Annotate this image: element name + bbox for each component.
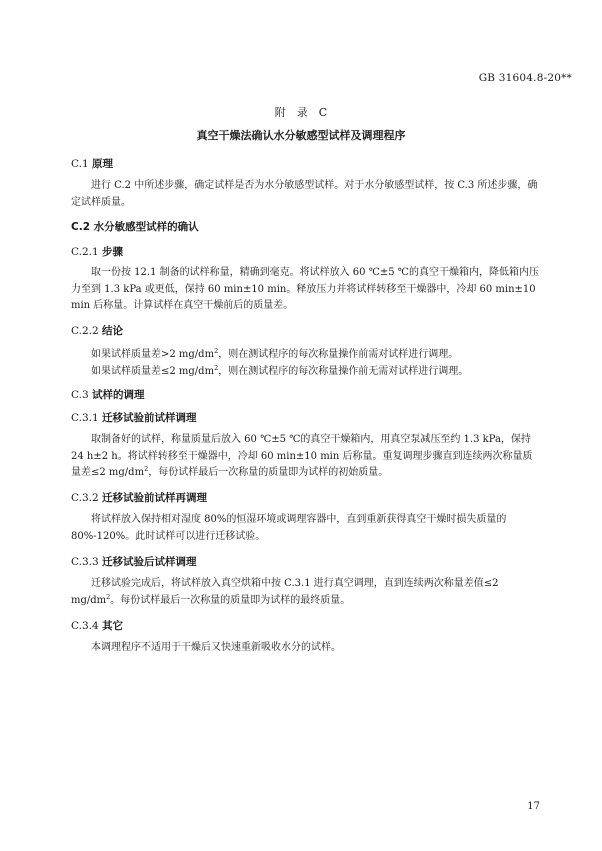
section-title: 结论 (102, 325, 124, 337)
paragraph-text: 迁移试验完成后，将试样放入真空烘箱中按 C.3.1 进行真空调理，直到连续两次称量差值≤2 mg/dm (71, 578, 499, 606)
section-heading-c3 (71, 387, 145, 402)
section-heading-c32 (71, 490, 207, 505)
paragraph-c33 (71, 576, 541, 609)
section-title: 原理 (92, 158, 114, 170)
superscript: 2 (144, 465, 149, 473)
section-heading-c2 (71, 219, 199, 234)
section-number: C.2.2 (71, 325, 99, 337)
section-heading-c34 (71, 618, 123, 633)
section-number: C.1 (71, 158, 89, 170)
section-number: C.3.3 (71, 556, 99, 568)
paragraph-c32 (71, 512, 541, 545)
section-heading-c1 (71, 156, 113, 171)
paragraph-c31 (71, 432, 541, 482)
section-number: C.3.1 (71, 412, 99, 424)
paragraph-text: 将试样放入保持相对湿度 80%的恒湿环境或调理容器中，直到重新获得真空干燥时损失质量的 80%-120%。此时试样可以进行迁移试验。 (71, 514, 507, 542)
section-number: C.3.2 (71, 492, 99, 504)
section-heading-c33 (71, 554, 197, 569)
paragraph-c21 (71, 265, 541, 315)
section-heading-c21 (71, 244, 123, 259)
section-number: C.2.1 (71, 246, 99, 258)
page-number: 17 (527, 801, 540, 812)
section-title: 步骤 (102, 246, 124, 258)
paragraph-text: 取一份按 12.1 制备的试样称量，精确到毫克。将试样放入 60 ℃±5 ℃的真空干燥箱内，降低箱内压力至到 1.3 kPa 或更低，保持 60 min±10 min。释放压力并将试样转移至干燥器中，冷却 60 min±10 min 后称量。计算试样在真空干燥前后的质量差。 (71, 267, 539, 311)
section-title: 迁移试验前试样再调理 (102, 492, 208, 504)
paragraph-text: 取制备好的试样，称量质量后放入 60 ℃±5 ℃的真空干燥箱内，用真空泵减压至约 1.3 kPa，保持 24 h±2 h。将试样转移至干燥器中，冷却 60 min±10 min 后称量。重复调理步骤直到连续两次称量质量差≤2 mg/dm (71, 434, 533, 478)
section-title: 迁移试验前试样调理 (102, 412, 197, 424)
section-heading-c31 (71, 410, 197, 425)
section-title: 迁移试验后试样调理 (102, 556, 197, 568)
section-number: C.3.4 (71, 620, 99, 632)
condition-text: ，则在测试程序的每次称量操作前需对试样进行调理。 (218, 349, 459, 360)
section-title: C.2 水分敏感型试样的确认 (71, 221, 199, 233)
condition-text: 如果试样质量差>2 mg/dm (91, 349, 215, 360)
section-heading-c22 (71, 323, 123, 338)
annex-title: 真空干燥法确认水分敏感型试样及调理程序 (196, 129, 406, 142)
paragraph-c1 (71, 178, 541, 211)
condition-text: ，则在测试程序的每次称量操作前无需对试样进行调理。 (218, 366, 469, 377)
section-title: 试样的调理 (92, 389, 145, 401)
superscript: 2 (214, 364, 219, 372)
condition-text: 如果试样质量差≤2 mg/dm (91, 366, 215, 377)
paragraph-text: 。每份试样最后一次称量的质量即为试样的最终质量。 (110, 594, 351, 606)
paragraph-text: ，每份试样最后一次称量的质量即为试样的初始质量。 (148, 467, 389, 478)
condition-line-2 (91, 362, 468, 377)
paragraph-text: 本调理程序不适用于干燥后又快速重新吸收水分的试样。 (91, 642, 341, 653)
section-number: C.3 (71, 389, 89, 401)
superscript: 2 (106, 592, 111, 601)
annex-label: 附 录 C (274, 106, 328, 119)
condition-line-1 (91, 345, 458, 360)
paragraph-text: 进行 C.2 中所述步骤，确定试样是否为水分敏感型试样。对于水分敏感型试样，按 C.3 所述步骤，确定试样质量。 (71, 180, 538, 208)
standard-code: GB 31604.8-20** (478, 72, 572, 84)
superscript: 2 (214, 347, 219, 355)
paragraph-c34 (71, 640, 541, 657)
section-title: 其它 (102, 620, 124, 632)
